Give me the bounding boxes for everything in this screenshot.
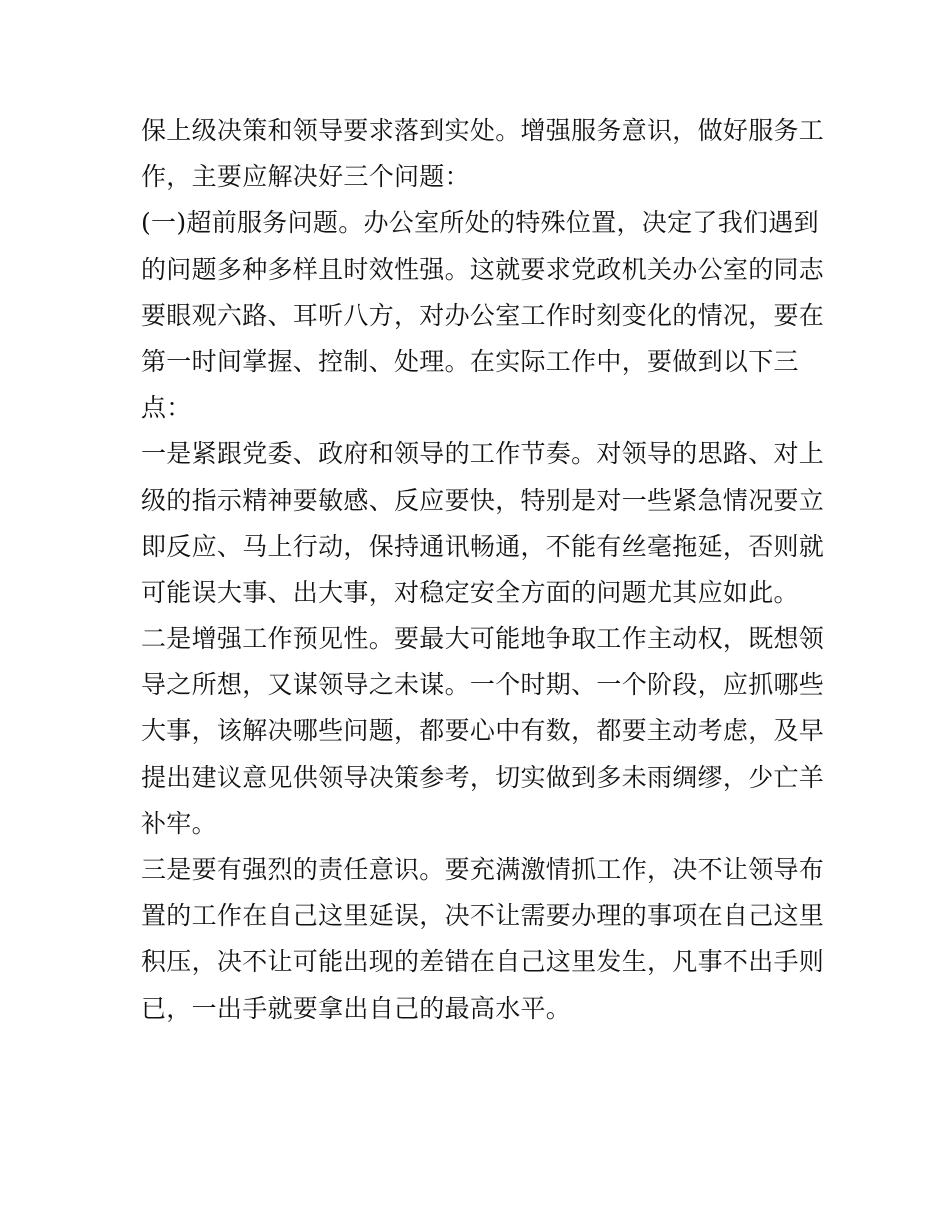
text-line: 置的工作在自己这里延误，决不让需要办理的事项在自己这里 [141,901,825,931]
text-line: 大事，该解决哪些问题，都要心中有数，都要主动考虑，及早 [141,716,825,746]
text-line: 第一时间掌握、控制、处理。在实际工作中，要做到以下三 [141,346,799,376]
text-line: 已，一出手就要拿出自己的最高水平。 [141,993,572,1023]
text-line: 二是增强工作预见性。要最大可能地争取工作主动权，既想领 [141,624,825,654]
text-line: 一是紧跟党委、政府和领导的工作节奏。对领导的思路、对上 [141,439,825,469]
text-line: 可能误大事、出大事，对稳定安全方面的问题尤其应如此。 [141,577,799,607]
text-line: 导之所想，又谋领导之未谋。一个时期、一个阶段，应抓哪些 [141,670,825,700]
text-line: 积压，决不让可能出现的差错在自己这里发生，凡事不出手则 [141,947,825,977]
text-line: 要眼观六路、耳听八方，对办公室工作时刻变化的情况，要在 [141,300,825,330]
text-line: 提出建议意见供领导决策参考，切实做到多未雨绸缪，少亡羊 [141,762,825,792]
text-line: 的问题多种多样且时效性强。这就要求党政机关办公室的同志 [141,254,825,284]
text-line: 作，主要应解决好三个问题： [141,162,470,192]
text-line: 点： [141,393,192,423]
text-line: 保上级决策和领导要求落到实处。增强服务意识，做好服务工 [141,116,825,145]
text-line: 补牢。 [141,808,217,838]
text-line: 即反应、马上行动，保持通讯畅通，不能有丝毫拖延，否则就 [141,531,825,561]
text-line: 级的指示精神要敏感、反应要快，特别是对一些紧急情况要立 [141,485,825,515]
document-body [141,108,825,1032]
text-line: 三是要有强烈的责任意识。要充满激情抓工作，决不让领导布 [141,855,825,884]
text-line: (一)超前服务问题。办公室所处的特殊位置，决定了我们遇到 [141,208,819,238]
